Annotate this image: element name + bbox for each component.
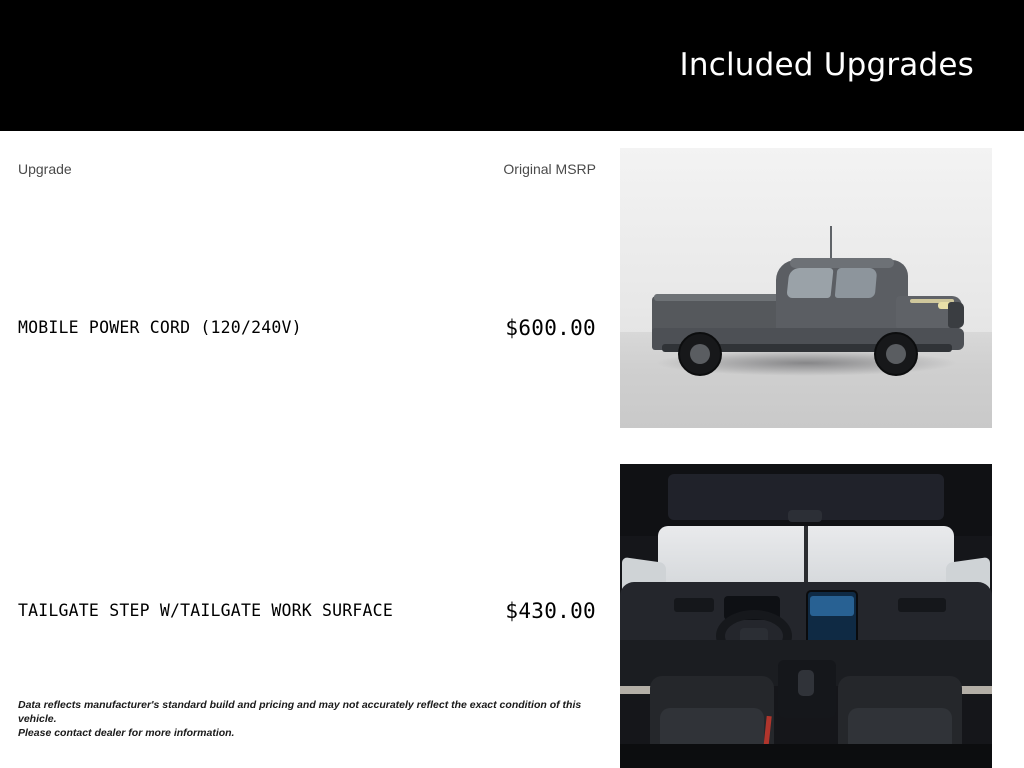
column-header-msrp: Original MSRP <box>503 161 596 177</box>
vehicle-photos <box>620 131 1024 768</box>
disclaimer-text <box>18 698 603 740</box>
truck-rear-window <box>786 268 833 298</box>
windshield-divider <box>804 526 808 584</box>
truck-antenna <box>830 226 832 260</box>
upgrade-name: TAILGATE STEP W/TAILGATE WORK SURFACE <box>18 601 393 620</box>
truck-grille <box>948 302 964 328</box>
truck-rear-wheel <box>678 332 722 376</box>
truck-front-window <box>835 268 878 298</box>
page-title: Included Upgrades <box>679 47 974 83</box>
disclaimer-line-2: Please contact dealer for more information. <box>18 727 235 739</box>
table-column-headers <box>18 161 596 181</box>
right-air-vent <box>898 598 946 612</box>
table-row <box>0 534 620 687</box>
upgrades-content <box>0 131 620 768</box>
truck-illustration <box>652 244 964 376</box>
vehicle-exterior-photo <box>620 148 992 428</box>
infotainment-screen-content <box>810 596 854 616</box>
page-header <box>0 0 1024 131</box>
upgrades-table <box>0 191 620 623</box>
left-air-vent <box>674 598 714 612</box>
rearview-mirror <box>788 510 822 522</box>
column-header-upgrade: Upgrade <box>18 161 72 177</box>
gear-shifter <box>798 670 814 696</box>
upgrade-price: $600.00 <box>505 315 596 340</box>
interior-floor <box>620 744 992 768</box>
upgrade-name: MOBILE POWER CORD (120/240V) <box>18 318 302 337</box>
disclaimer-line-1: Data reflects manufacturer's standard build and pricing and may not accurately reflect the exact condition of this vehicle. <box>18 699 582 725</box>
table-row <box>0 251 620 404</box>
upgrade-price: $430.00 <box>505 598 596 623</box>
truck-roof <box>790 258 894 268</box>
vehicle-interior-photo <box>620 464 992 768</box>
truck-front-wheel <box>874 332 918 376</box>
